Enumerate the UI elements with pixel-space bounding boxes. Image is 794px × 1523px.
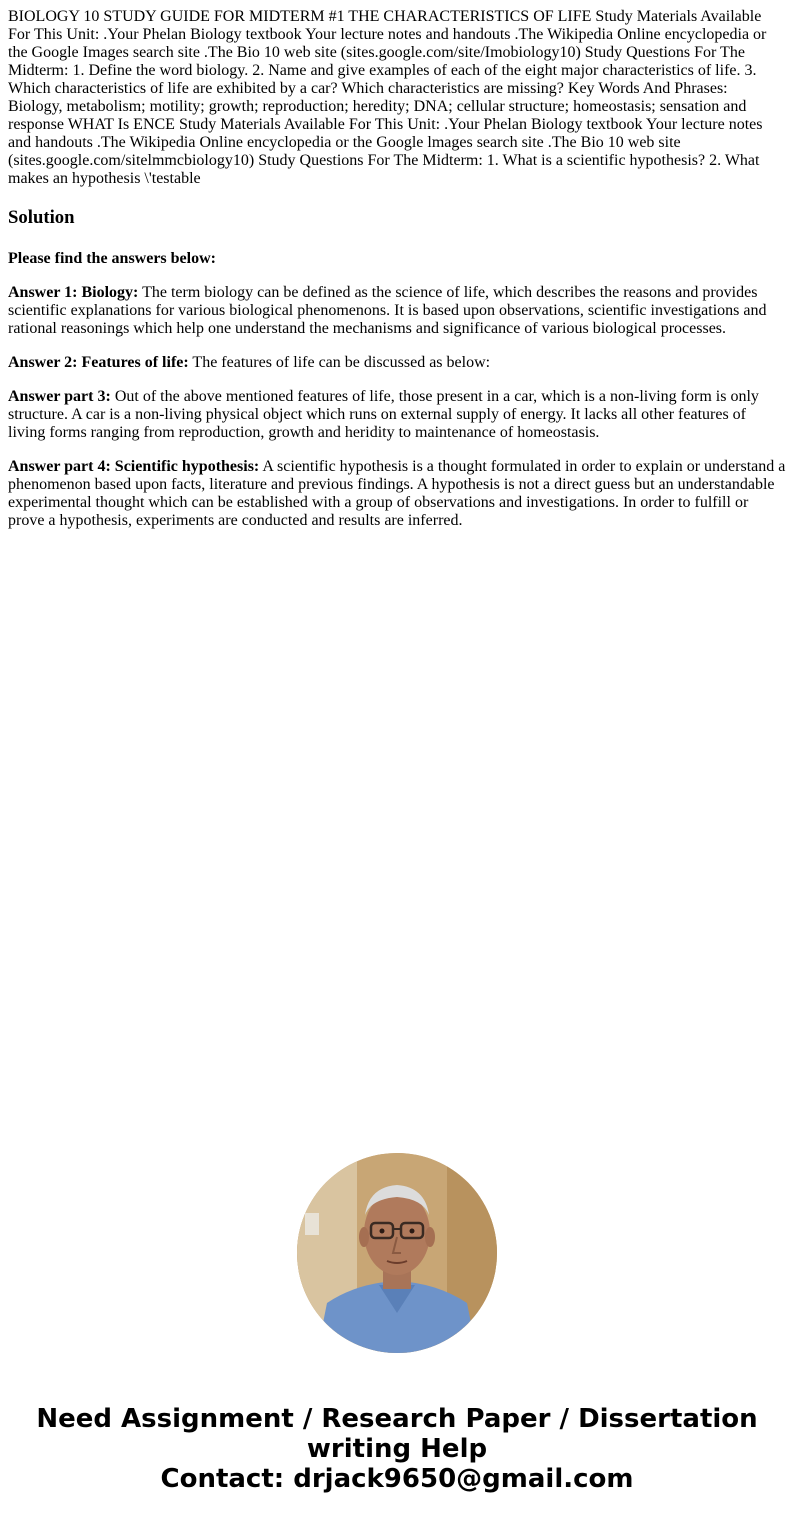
promo-line-1: Need Assignment / Research Paper / Dissertation <box>36 1404 758 1434</box>
solution-heading: Solution <box>8 207 75 228</box>
tutor-portrait-photo <box>297 1153 497 1353</box>
answer-1 <box>8 284 786 338</box>
answer-3 <box>8 388 786 442</box>
promo-line-2: writing Help <box>306 1434 488 1464</box>
solution-intro: Please find the answers below: <box>8 250 216 267</box>
promo-banner <box>0 1404 794 1494</box>
answer-1-label: Answer 1: Biology: <box>8 284 139 301</box>
answer-1-text: The term biology can be defined as the science of life, which describes the reasons and provides scientific explanations for various biological phenomenons. It is based upon observations, scientific investigations and rational reasonings which help one understand the mechanisms and significance of various biological processes. <box>8 284 767 337</box>
answer-3-text: Out of the above mentioned features of life, those present in a car, which is a non-living form is only structure. A car is a non-living physical object which runs on external supply of energy. It lacks all other features of living forms ranging from reproduction, growth and heridity to maintenance of homeostasis. <box>8 388 759 441</box>
answer-4 <box>8 458 786 530</box>
answer-3-label: Answer part 3: <box>8 388 111 405</box>
answer-2-label: Answer 2: Features of life: <box>8 354 189 371</box>
question-text: BIOLOGY 10 STUDY GUIDE FOR MIDTERM #1 THE CHARACTERISTICS OF LIFE Study Materials Available For This Unit: .Your Phelan Biology textbook Your lecture notes and handouts .The Wikipedia Online encyclopedia or the Google Images search site .The Bio 10 web site (sites.google.com/site/Imobiology10) Study Questions For The Midterm: 1. Define the word biology. 2. Name and give examples of each of the eight major characteristics of life. 3. Which characteristics of life are exhibited by a car? Which characteristics are missing? Key Words And Phrases: Biology, metabolism; motility; growth; reproduction; heredity; DNA; cellular structure; homeostasis; sensation and response WHAT Is ENCE Study Materials Available For This Unit: .Your Phelan Biology textbook Your lecture notes and handouts .The Wikipedia Online encyclopedia or the Google lmages search site .The Bio 10 web site (sites.google.com/sitelmmcbiology10) Study Questions For The Midterm: 1. What is a scientific hypothesis? 2. What makes an hypothesis \'testable <box>8 8 767 187</box>
document-content <box>8 8 786 530</box>
promo-contact-line: Contact: drjack9650@gmail.com <box>160 1464 634 1494</box>
answer-2 <box>8 354 786 372</box>
portrait-illustration <box>297 1153 497 1353</box>
answer-2-text: The features of life can be discussed as below: <box>188 354 491 371</box>
answer-4-text: A scientific hypothesis is a thought formulated in order to explain or understand a phenomenon based upon facts, literature and previous findings. A hypothesis is not a direct guess but an understandable experimental thought which can be established with a group of observations and investigations. In order to fulfill or prove a hypothesis, experiments are conducted and results are inferred. <box>8 458 786 529</box>
answer-4-label: Answer part 4: Scientific hypothesis: <box>8 458 260 475</box>
